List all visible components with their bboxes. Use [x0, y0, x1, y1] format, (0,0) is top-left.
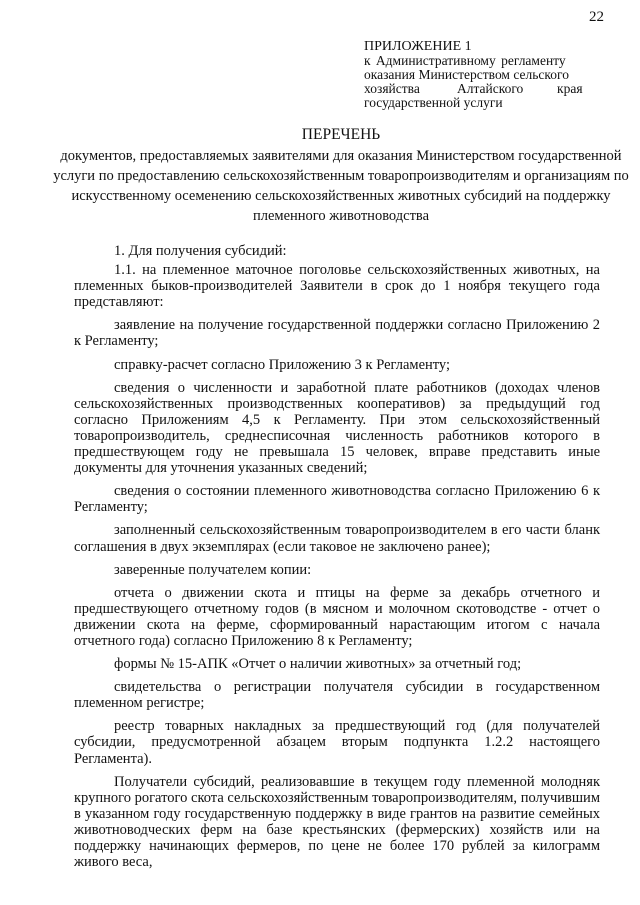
appendix-header — [364, 40, 598, 110]
paragraph: свидетельства о регистрации получателя субсидии в государственном племенном регистре; — [74, 679, 600, 712]
paragraph: заявление на получение государственной поддержки согласно Приложению 2 к Регламенту; — [74, 317, 600, 350]
paragraph: Получатели субсидий, реализовавшие в текущем году племенной молодняк крупного рогатого скота сельскохозяйственным товаропроизводителям, получившим в указанном году государственную поддержку в виде грантов на развитие семейных животноводческих ферм на базе крестьянских (фермерских) хозяйств или на поддержку начинающих фермеров, по цене не более 170 рублей за килограмм живого веса, — [74, 773, 600, 871]
appendix-line: хозяйства Алтайского края — [364, 81, 583, 96]
appendix-line: государственной услуги — [364, 95, 503, 110]
document-body — [74, 243, 600, 870]
appendix-title: ПРИЛОЖЕНИЕ 1 — [364, 39, 472, 54]
paragraph: сведения о численности и заработной плате работников (доходах членов сельскохозяйственных производственных кооперативов) за предыдущий год согласно Приложениям 4,5 к Регламенту. При этом сельскохозяйственный товаропроизводитель, среднесписочная численность работников которого в предшествующем году не превышала 15 человек, вправе представить иные документы для уточнения указанных сведений; — [74, 379, 600, 477]
paragraph: сведения о состоянии племенного животноводства согласно Приложению 6 к Регламенту; — [74, 483, 600, 516]
page-number: 22 — [589, 9, 604, 25]
paragraph: формы № 15-АПК «Отчет о наличии животных» за отчетный год; — [114, 656, 522, 673]
document-title: ПЕРЕЧЕНЬ — [301, 126, 381, 143]
paragraph: 1.1. на племенное маточное поголовье сельскохозяйственных животных, на племенных быков-производителей Заявители в срок до 1 ноября текущего года представляют: — [74, 262, 600, 311]
paragraph: отчета о движении скота и птицы на ферме за декабрь отчетного и предшествующего отчетному годов (в мясном и молочном скотоводстве - отчет о движении скота на ферме, сформированный нарастающим итогом с начала отчетного года) согласно Приложению 8 к Регламенту; — [74, 584, 600, 649]
appendix-line: оказания Министерством сельского — [364, 67, 569, 82]
paragraph: заверенные получателем копии: — [114, 561, 312, 578]
paragraph: заполненный сельскохозяйственным товаропроизводителем в его части бланк соглашения в двух экземплярах (если таковое не заключено ранее); — [74, 522, 600, 555]
paragraph: 1. Для получения субсидий: — [114, 243, 287, 259]
paragraph: реестр товарных накладных за предшествующий год (для получателей субсидии, предусмотренной абзацем вторым подпункта 1.2.2 настоящего Регламента). — [74, 718, 600, 767]
document-subtitle: документов, предоставляемых заявителями для оказания Министерством государственной услуги по предоставлению сельскохозяйственным товаропроизводителям и организациям по искусственному осеменению сельскохозяйственных животных субсидий на поддержку племенного животноводства — [53, 148, 629, 224]
paragraph: справку-расчет согласно Приложению 3 к Регламенту; — [114, 356, 450, 373]
appendix-line: к Административному регламенту — [364, 53, 566, 68]
